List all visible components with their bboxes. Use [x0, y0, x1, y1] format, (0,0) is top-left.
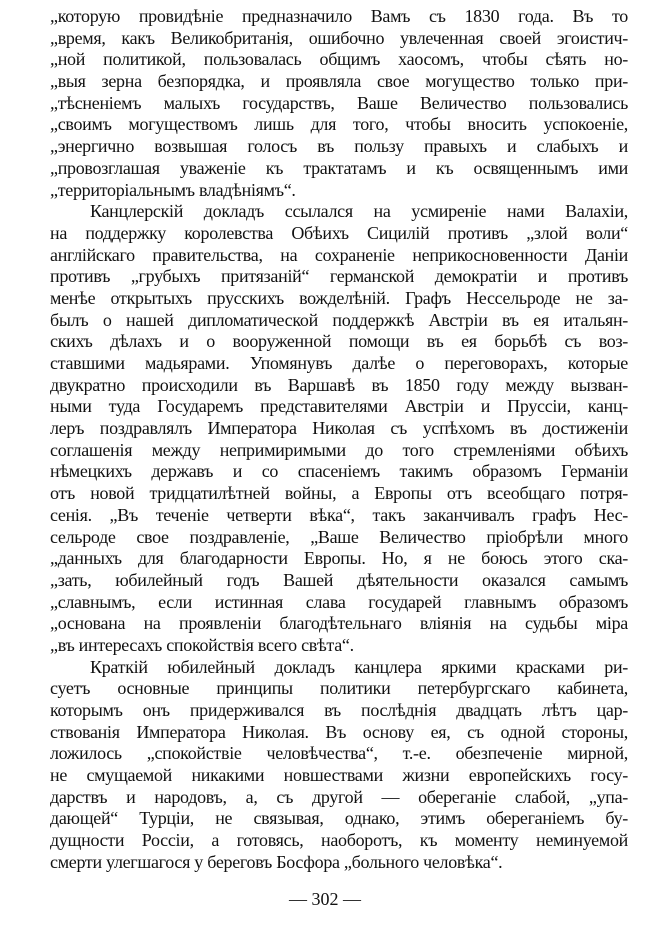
paragraph [50, 201, 628, 656]
text-line: „славнымъ, если истинная слава государей главнымъ образомъ [50, 591, 628, 612]
text-line: былъ о нашей дипломатической поддержкѣ Австріи въ ея итальян- [50, 309, 628, 330]
text-line: сенія. „Въ теченіе четверти вѣка“, такъ заканчивалъ графъ Нес- [50, 504, 628, 525]
text-line: „ной политикой, пользовалась общимъ хаосомъ, чтобы сѣять но- [50, 49, 628, 70]
text-line: Канцлерскій докладъ ссылался на усмиреніе нами Валахіи, [90, 201, 628, 222]
text-line: ложилось „спокойствіе человѣчества“, т.-е. обезпеченіе мирной, [50, 743, 628, 764]
text-line: „тѣсненіемъ малыхъ государствъ, Ваше Величество пользовались [50, 92, 628, 113]
page-number: — 302 — [289, 889, 361, 909]
paragraph [50, 657, 628, 874]
text-line: англійскаго правительства, на сохраненіе неприкосновенности Даніи [50, 244, 628, 265]
text-line: „основана на проявленіи благодѣтельнаго вліянія на судьбы міра [50, 613, 628, 634]
text-line: дарствъ и народовъ, а, съ другой — обереганіе слабой, „упа- [50, 786, 628, 807]
text-line: не смущаемой никакими новшествами жизни европейскихъ госу- [50, 765, 628, 786]
text-line: суетъ основные принципы политики петербургскаго кабинета, [50, 678, 628, 699]
text-line: „провозглашая уваженіе къ трактатамъ и къ освященнымъ ими [50, 157, 628, 178]
text-line: „въ интересахъ спокойствія всего свѣта“. [50, 634, 354, 655]
text-line: противъ „грубыхъ притязаній“ германской демократіи и противъ [50, 266, 628, 287]
text-line: сельроде свое поздравленіе, „Ваше Величество пріобрѣли много [50, 526, 628, 547]
text-line: „данныхъ для благодарности Европы. Но, я не боюсь этого ска- [50, 548, 628, 569]
text-line: „время, какъ Великобританія, ошибочно увлеченная своей эгоистич- [50, 27, 628, 48]
text-line: леръ поздравлялъ Императора Николая съ успѣхомъ въ достиженіи [50, 418, 628, 439]
text-line: дущности Россіи, а готовясь, наоборотъ, къ моменту неминуемой [50, 830, 628, 851]
text-line: соглашенія между непримиримыми до того стремленіями обѣихъ [50, 439, 628, 460]
text-line: двукратно происходили въ Варшавѣ въ 1850 году между вызван- [50, 374, 628, 395]
text-line: на поддержку королевства Обѣихъ Сицилій противъ „злой воли“ [50, 222, 628, 243]
text-line: нѣмецкихъ державъ и со спасеніемъ такимъ образомъ Германіи [50, 461, 628, 482]
text-line: „своимъ могуществомъ лишь для того, чтобы вносить успокоеніе, [50, 114, 628, 135]
text-line: „энергично возвышая голосъ въ пользу правыхъ и слабыхъ и [50, 136, 628, 157]
text-line: дающей“ Турціи, не связывая, однако, этимъ обереганіемъ бу- [50, 808, 628, 829]
text-line: „территоріальнымъ владѣніямъ“. [50, 179, 296, 200]
text-line: „которую провидѣніе предназначило Вамъ съ 1830 года. Въ то [50, 6, 628, 26]
text-line: „зать, юбилейный годъ Вашей дѣятельности оказался самымъ [50, 569, 628, 590]
text-line: ствованія Императора Николая. Въ основу ея, съ одной стороны, [50, 721, 628, 742]
text-line: ными туда Государемъ представителями Австріи и Пруссіи, канц- [50, 396, 628, 417]
text-line: „выя зерна безпорядка, и проявляла свое могущество только при- [50, 71, 628, 92]
text-line: менѣе открытыхъ прусскихъ вожделѣній. Графъ Нессельроде не за- [50, 287, 628, 308]
paragraph [50, 6, 628, 201]
text-line: скихъ дѣлахъ и о вооруженной помощи въ ея борьбѣ съ воз- [50, 331, 628, 352]
text-line: ставшими мадьярами. Упомянувъ далѣе о переговорахъ, которые [50, 353, 628, 373]
page-body [50, 6, 628, 874]
text-line: которымъ онъ придерживался въ послѣднія двадцать лѣтъ цар- [50, 700, 628, 720]
text-line: смерти улегшагося у береговъ Босфора „больного человѣка“. [50, 851, 503, 872]
text-line: отъ новой тридцатилѣтней войны, а Европы отъ всеобщаго потря- [50, 483, 628, 504]
text-line: Краткій юбилейный докладъ канцлера яркими красками ри- [90, 656, 628, 677]
